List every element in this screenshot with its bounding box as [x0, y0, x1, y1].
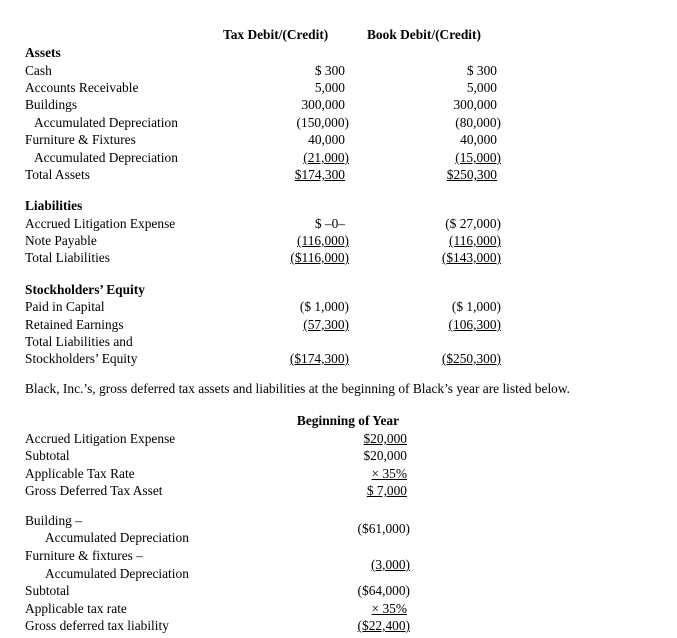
row-label: Accrued Litigation Expense — [25, 216, 176, 231]
tax-value: $ 300 — [314, 63, 345, 78]
row-label: Subtotal — [25, 583, 70, 598]
book-value: 40,000 — [460, 132, 497, 147]
book-column-header: Book Debit/(Credit) — [367, 27, 481, 42]
deferred-value: ($64,000) — [357, 583, 410, 598]
row-label: Accounts Receivable — [25, 80, 139, 95]
gross-deferred-tax-asset-value: $ 7,000 — [366, 483, 407, 498]
tax-value: (21,000) — [303, 150, 349, 165]
total-liabilities-equity-tax: ($174,300) — [289, 351, 349, 366]
book-value: $ 300 — [466, 63, 497, 78]
total-assets-tax: $174,300 — [294, 167, 345, 182]
deferred-value: × 35% — [371, 466, 407, 481]
tax-value: 300,000 — [301, 97, 345, 112]
tax-column-header: Tax Debit/(Credit) — [223, 27, 329, 42]
book-value: (80,000) — [455, 115, 501, 130]
gross-deferred-tax-asset-label: Gross Deferred Tax Asset — [25, 483, 163, 498]
book-value: (116,000) — [449, 233, 501, 248]
deferred-value: (3,000) — [370, 557, 410, 572]
book-value: (15,000) — [455, 150, 501, 165]
row-label: Subtotal — [25, 448, 70, 463]
book-value: (106,300) — [448, 317, 501, 332]
gross-deferred-tax-liability-label: Gross deferred tax liability — [25, 618, 169, 633]
equity-heading: Stockholders’ Equity — [25, 282, 145, 297]
tax-value: $ –0– — [314, 216, 345, 231]
total-liabilities-tax: ($116,000) — [290, 250, 349, 265]
row-label: Buildings — [25, 97, 78, 112]
deferred-value: $20,000 — [363, 448, 407, 463]
liabilities-heading: Liabilities — [25, 198, 83, 213]
total-assets-label: Total Assets — [25, 167, 90, 182]
tax-value: 40,000 — [308, 132, 345, 147]
total-assets-book: $250,300 — [446, 167, 497, 182]
gross-deferred-tax-liability-value: ($22,400) — [357, 618, 410, 633]
total-liabilities-label: Total Liabilities — [25, 250, 110, 265]
tax-value: 5,000 — [314, 80, 345, 95]
row-label: Accrued Litigation Expense — [25, 431, 176, 446]
total-liabilities-equity-book: ($250,300) — [441, 351, 501, 366]
row-label: Applicable tax rate — [25, 601, 127, 616]
intro-sentence: Black, Inc.’s, gross deferred tax assets and liabilities at the beginning of Black’s year are listed below. — [25, 381, 571, 396]
deferred-value: ($61,000) — [357, 521, 410, 536]
tax-value: (116,000) — [297, 233, 349, 248]
row-label: Retained Earnings — [25, 317, 124, 332]
row-label: Note Payable — [25, 233, 97, 248]
tax-value: (150,000) — [296, 115, 349, 130]
row-label: Accumulated Depreciation — [34, 115, 178, 130]
row-label: Furniture & Fixtures — [25, 132, 136, 147]
tax-value: ($ 1,000) — [299, 299, 349, 314]
row-label-continued: Accumulated Depreciation — [45, 566, 189, 581]
book-value: 300,000 — [453, 97, 497, 112]
total-liabilities-equity-label: Stockholders’ Equity — [25, 351, 138, 366]
row-label: Applicable Tax Rate — [25, 466, 135, 481]
total-liabilities-book: ($143,000) — [441, 250, 501, 265]
row-label: Building – — [25, 513, 82, 528]
book-value: ($ 1,000) — [451, 299, 501, 314]
row-label: Accumulated Depreciation — [34, 150, 178, 165]
row-label: Paid in Capital — [25, 299, 105, 314]
row-label-continued: Accumulated Depreciation — [45, 530, 189, 545]
book-value: 5,000 — [466, 80, 497, 95]
deferred-value: × 35% — [371, 601, 407, 616]
row-label: Furniture & fixtures – — [25, 548, 143, 563]
beginning-of-year-header: Beginning of Year — [296, 413, 400, 428]
row-label: Total Liabilities and — [25, 334, 133, 349]
deferred-value: $20,000 — [363, 431, 407, 446]
row-label: Cash — [25, 63, 52, 78]
book-value: ($ 27,000) — [445, 216, 501, 231]
tax-value: (57,300) — [303, 317, 349, 332]
assets-heading: Assets — [25, 45, 61, 60]
